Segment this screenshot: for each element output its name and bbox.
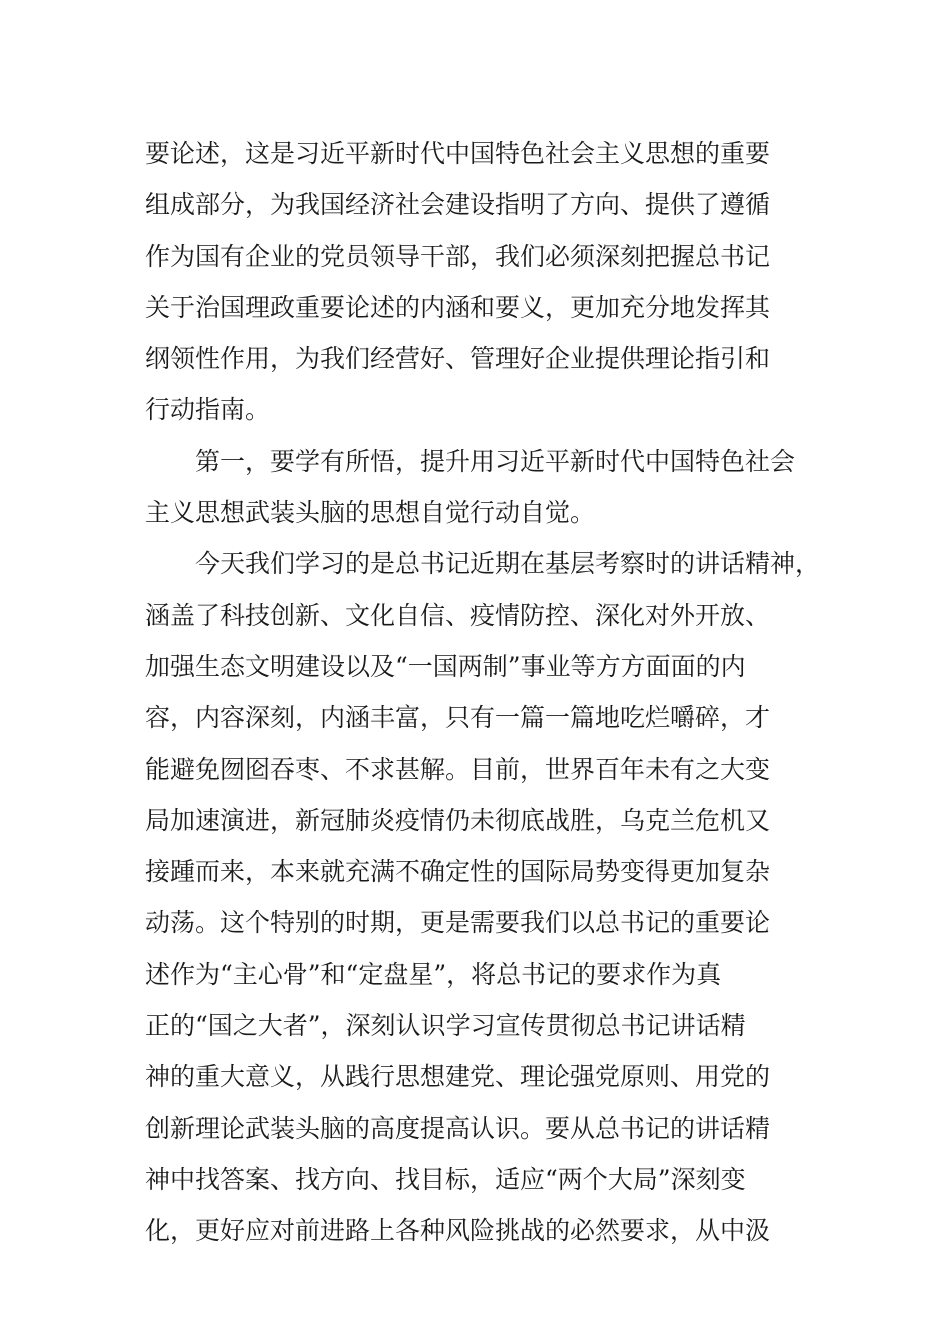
text-line: 行动指南。 (145, 395, 271, 425)
document-body (145, 128, 825, 1257)
paragraph-heading-line: 第一，要学有所悟，提升用习近平新时代中国特色社会 (145, 446, 796, 476)
text-line: 主义思想武装头脑的思想自觉行动自觉。 (145, 498, 596, 528)
text-line: 能避免囫囵吞枣、不求甚解。目前，世界百年未有之大变 (145, 754, 771, 784)
text-line: 容，内容深刻，内涵丰富，只有一篇一篇地吃烂嚼碎，才 (145, 703, 771, 733)
text-line: 神的重大意义，从践行思想建党、理论强党原则、用党的 (145, 1062, 771, 1092)
text-line: 化，更好应对前进路上各种风险挑战的必然要求，从中汲 (145, 1216, 771, 1246)
text-line: 接踵而来，本来就充满不确定性的国际局势变得更加复杂 (145, 857, 771, 887)
text-line: 正的“国之大者”，深刻认识学习宣传贯彻总书记讲话精 (145, 1011, 746, 1041)
text-line: 神中找答案、找方向、找目标，适应“两个大局”深刻变 (145, 1164, 746, 1194)
text-line: 要论述，这是习近平新时代中国特色社会主义思想的重要 (145, 139, 771, 168)
text-line: 加强生态文明建设以及“一国两制”事业等方方面面的内 (145, 651, 746, 681)
text-line: 局加速演进，新冠肺炎疫情仍未彻底战胜，乌克兰危机又 (145, 805, 771, 835)
text-line: 关于治国理政重要论述的内涵和要义，更加充分地发挥其 (145, 292, 771, 322)
text-line: 作为国有企业的党员领导干部，我们必须深刻把握总书记 (145, 241, 771, 271)
text-line: 组成部分，为我国经济社会建设指明了方向、提供了遵循 (145, 190, 771, 220)
text-line: 动荡。这个特别的时期，更是需要我们以总书记的重要论 (145, 908, 771, 938)
text-line: 涵盖了科技创新、文化自信、疫情防控、深化对外开放、 (145, 600, 771, 630)
text-line: 纲领性作用，为我们经营好、管理好企业提供理论指引和 (145, 344, 771, 374)
text-line: 述作为“主心骨”和“定盘星”，将总书记的要求作为真 (145, 959, 722, 989)
paragraph-start-line: 今天我们学习的是总书记近期在基层考察时的讲话精神， (145, 549, 821, 579)
text-line: 创新理论武装头脑的高度提高认识。要从总书记的讲话精 (145, 1113, 771, 1143)
